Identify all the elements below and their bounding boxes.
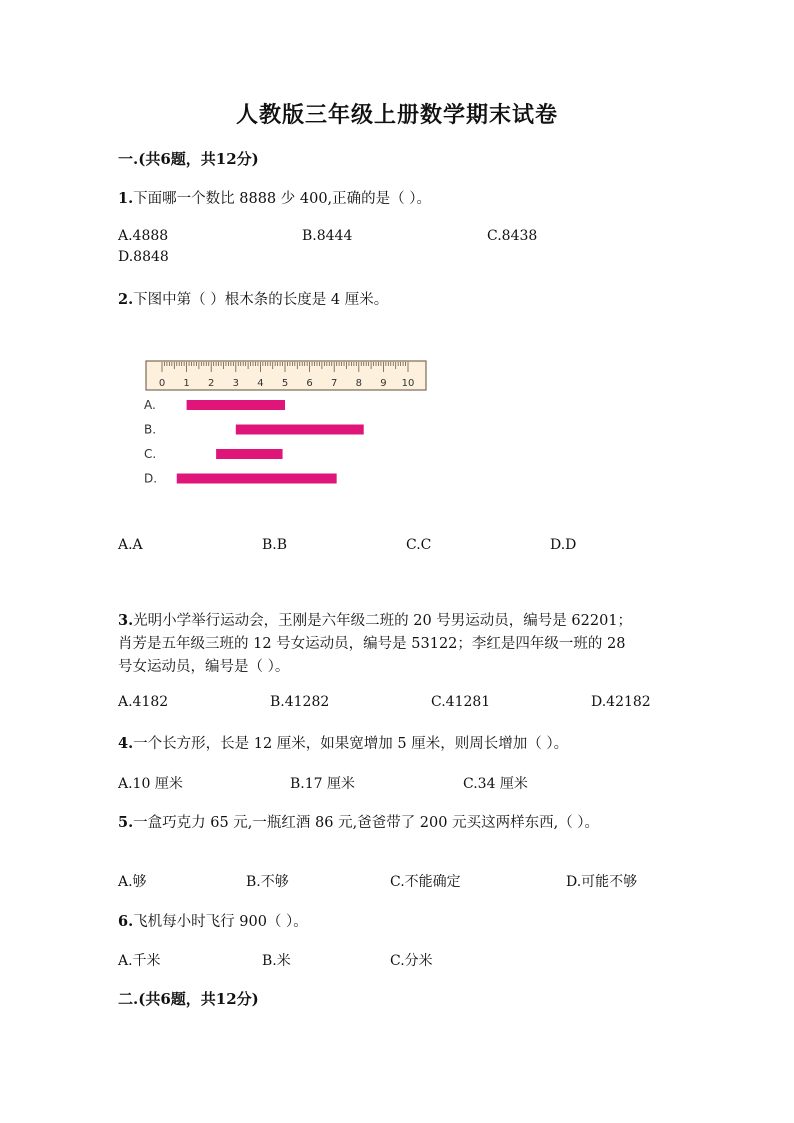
ruler-tick-label: 9	[380, 378, 387, 389]
question-text: 下图中第（ ）根木条的长度是 4 厘米。	[133, 292, 389, 308]
question-text: 下面哪一个数比 8888 少 400,正确的是（ ）。	[133, 191, 432, 207]
q3-option-d[interactable]: D.42182	[591, 694, 651, 710]
q5-option-d[interactable]: D.可能不够	[566, 874, 638, 890]
question-number: 4.	[118, 735, 134, 752]
question-text: 飞机每小时飞行 900（ ）。	[133, 914, 308, 930]
wood-bar	[177, 474, 337, 484]
ruler-figure	[140, 355, 440, 500]
section-1-heading: 一.(共6题，共12分)	[118, 150, 259, 168]
ruler-tick-label: 10	[401, 378, 415, 389]
bar-label: A.	[144, 398, 156, 412]
q3-option-a[interactable]: A.4182	[118, 694, 169, 710]
ruler-tick-label: 4	[257, 378, 264, 389]
wood-bar	[236, 425, 364, 435]
question-1	[118, 187, 431, 208]
question-text-line-1: 光明小学举行运动会，王刚是六年级二班的 20 号男运动员，编号是 62201；	[133, 613, 633, 629]
question-2	[118, 288, 388, 309]
q5-option-a[interactable]: A.够	[118, 874, 147, 890]
q6-option-c[interactable]: C.分米	[390, 953, 433, 969]
q4-option-b[interactable]: B.17 厘米	[290, 776, 356, 792]
bar-label: B.	[144, 422, 157, 437]
ruler-tick-label: 1	[183, 378, 190, 389]
q2-option-d[interactable]: D.D	[550, 537, 577, 553]
q1-option-b[interactable]: B.8444	[302, 228, 353, 244]
ruler-tick-label: 0	[158, 378, 166, 389]
wood-bar	[187, 400, 285, 410]
q2-option-c[interactable]: C.C	[406, 537, 432, 553]
q1-option-c[interactable]: C.8438	[487, 228, 538, 244]
q5-option-b[interactable]: B.不够	[246, 874, 289, 890]
question-5	[118, 811, 599, 832]
q3-option-c[interactable]: C.41281	[431, 694, 491, 710]
q1-option-a[interactable]: A.4888	[118, 228, 169, 244]
ruler-tick-label: 2	[208, 378, 215, 389]
q2-option-a[interactable]: A.A	[118, 537, 143, 553]
question-number: 2.	[118, 291, 134, 308]
question-4	[118, 732, 568, 753]
page-title: 人教版三年级上册数学期末试卷	[235, 102, 558, 128]
q3-option-b[interactable]: B.41282	[270, 694, 330, 710]
question-3	[118, 609, 632, 679]
q4-option-a[interactable]: A.10 厘米	[118, 776, 183, 792]
q5-option-c[interactable]: C.不能确定	[390, 874, 461, 890]
q2-option-b[interactable]: B.B	[262, 537, 288, 553]
ruler-tick-label: 6	[306, 378, 313, 389]
q1-option-d[interactable]: D.8848	[118, 249, 169, 265]
q4-option-c[interactable]: C.34 厘米	[463, 776, 528, 792]
section-2-heading: 二.(共6题，共12分)	[118, 990, 259, 1008]
question-number: 3.	[118, 612, 134, 629]
question-number: 6.	[118, 913, 134, 930]
ruler-tick-label: 8	[355, 378, 362, 389]
question-text-line-2: 肖芳是五年级三班的 12 号女运动员，编号是 53122；李红是四年级一班的 28	[118, 636, 626, 652]
question-text-line-3: 号女运动员，编号是（ ）。	[118, 659, 290, 675]
bar-label: D.	[144, 471, 158, 486]
ruler-tick-label: 3	[232, 378, 239, 389]
q6-option-b[interactable]: B.米	[262, 953, 291, 969]
question-text: 一个长方形，长是 12 厘米，如果宽增加 5 厘米，则周长增加（ ）。	[133, 736, 569, 752]
ruler-tick-label: 7	[331, 378, 338, 389]
question-number: 5.	[118, 814, 134, 831]
wood-bar	[216, 449, 282, 459]
question-text: 一盒巧克力 65 元,一瓶红酒 86 元,爸爸带了 200 元买这两样东西,（ ）。	[133, 815, 600, 831]
question-number: 1.	[118, 190, 134, 207]
bar-label: C.	[144, 447, 157, 461]
ruler-tick-label: 5	[281, 378, 289, 389]
q6-option-a[interactable]: A.千米	[118, 953, 161, 969]
question-6	[118, 910, 308, 931]
